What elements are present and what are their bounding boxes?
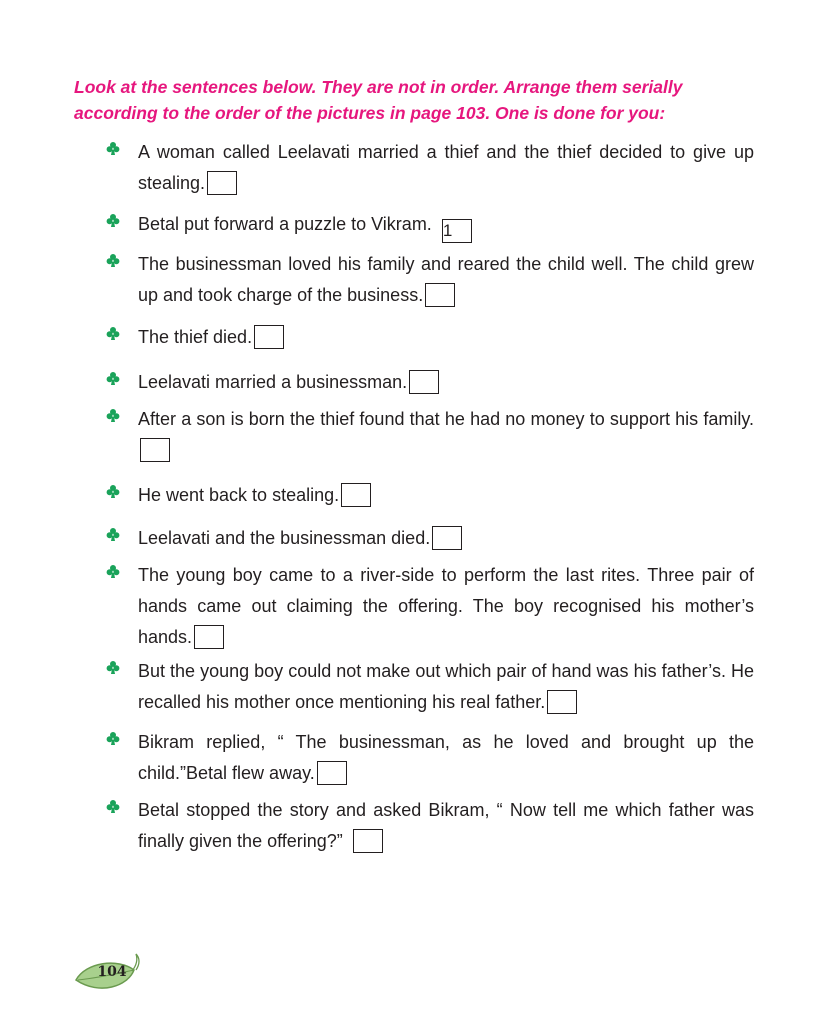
list-item — [104, 322, 754, 353]
answer-box[interactable] — [547, 690, 577, 714]
answer-box[interactable] — [194, 625, 224, 649]
item-sentence: Leelavati and the businessman died. — [138, 528, 431, 548]
answer-box[interactable] — [254, 325, 284, 349]
club-icon — [104, 656, 138, 675]
answer-box[interactable]: 1 — [442, 219, 472, 243]
instruction-text: Look at the sentences below. They are not in order. Arrange them serially according to the order of the pictures in page 103. One is done for you: — [74, 77, 683, 123]
list-item — [104, 404, 754, 466]
club-icon — [104, 367, 138, 386]
answer-box[interactable] — [140, 438, 170, 462]
list-item — [104, 249, 754, 311]
page-number: 104 — [97, 964, 127, 980]
club-icon — [104, 560, 138, 579]
item-sentence: Bikram replied, “ The businessman, as he loved and brought up the child.”Betal flew away. — [138, 732, 754, 783]
answer-box[interactable] — [425, 283, 455, 307]
list-item — [104, 727, 754, 789]
list-item — [104, 137, 754, 199]
list-item — [104, 560, 754, 653]
item-sentence: After a son is born the thief found that he had no money to support his family. — [138, 409, 754, 429]
list-item — [104, 656, 754, 718]
club-icon — [104, 795, 138, 814]
item-sentence: The businessman loved his family and reared the child well. The child grew up and took charge of the business. — [138, 254, 754, 305]
answer-box[interactable] — [207, 171, 237, 195]
answer-box[interactable] — [317, 761, 347, 785]
item-sentence: Betal put forward a puzzle to Vikram. — [138, 214, 432, 234]
item-sentence: The young boy came to a river-side to perform the last rites. Three pair of hands came out claiming the offering. The boy recognised his mother’s hands. — [138, 565, 754, 647]
item-sentence: The thief died. — [138, 327, 253, 347]
club-icon — [104, 209, 138, 228]
club-icon — [104, 404, 138, 423]
answer-box[interactable] — [353, 829, 383, 853]
answer-box[interactable] — [409, 370, 439, 394]
list-item — [104, 367, 754, 398]
item-sentence: He went back to stealing. — [138, 485, 340, 505]
item-sentence: But the young boy could not make out which pair of hand was his father’s. He recalled his mother once mentioning his real father. — [138, 661, 754, 712]
answer-box[interactable] — [432, 526, 462, 550]
list-item — [104, 209, 754, 243]
club-icon — [104, 322, 138, 341]
club-icon — [104, 137, 138, 156]
club-icon — [104, 523, 138, 542]
club-icon — [104, 727, 138, 746]
item-sentence: Betal stopped the story and asked Bikram, “ Now tell me which father was finally given the offering?” — [138, 800, 754, 851]
club-icon — [104, 480, 138, 499]
list-item — [104, 795, 754, 857]
list-item — [104, 480, 754, 511]
item-sentence: A woman called Leelavati married a thief and the thief decided to give up stealing. — [138, 142, 754, 193]
club-icon — [104, 249, 138, 268]
answer-box[interactable] — [341, 483, 371, 507]
item-sentence: Leelavati married a businessman. — [138, 372, 408, 392]
list-item — [104, 523, 754, 554]
